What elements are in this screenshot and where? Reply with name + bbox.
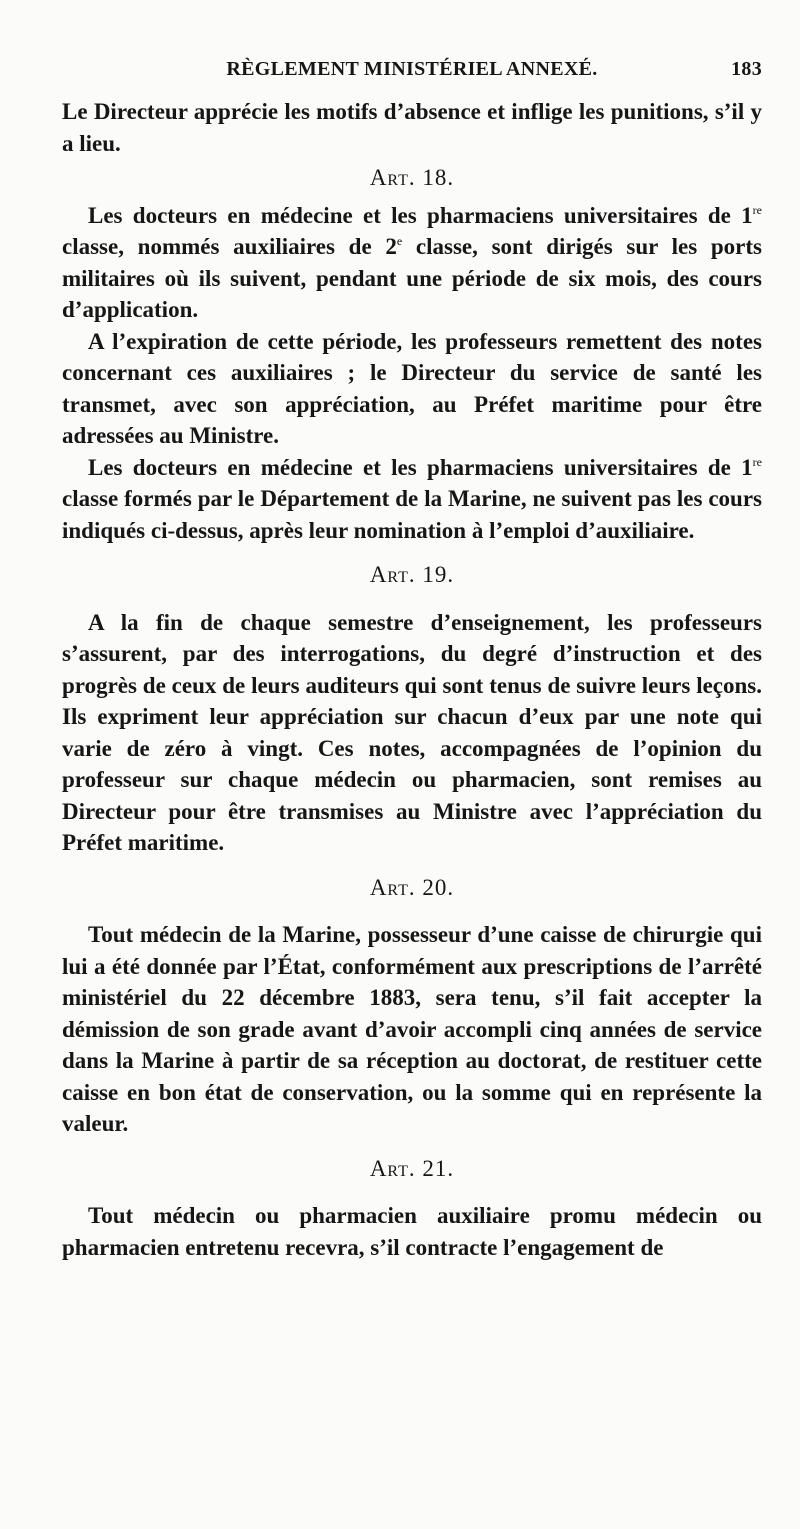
page-number: 183 xyxy=(731,58,762,80)
paragraph: A l’expiration de cette période, les professeurs remettent des notes concernant ces auxiliaires ; le Directeur du service de santé les transmet, avec son appréciation, au Préfet maritime pour être adressées au Ministre. xyxy=(62,328,762,448)
paragraph: A la fin de chaque semestre d’enseignement, les professeurs s’assurent, par des interrogations, du degré d’instruction et des progrès de ceux de leurs auditeurs qui sont tenus de suivre leurs leçons. Ils expriment leur appréciation sur chacun d’eux par une note qui varie de zéro à vingt. Ces notes, accompagnées de l’opinion du professeur sur chaque médecin ou pharmacien, sont remises au Directeur pour être transmises au Ministre avec l’appréciation du Préfet maritime. xyxy=(62,609,762,855)
document-page xyxy=(0,58,800,1529)
article-heading-18: Art. 18. xyxy=(369,165,455,190)
article-heading-20: Art. 20. xyxy=(369,874,455,900)
paragraph-continuation: Le Directeur apprécie les motifs d’absence et inflige les punitions, s’il y a lieu. xyxy=(62,99,762,156)
running-title: RÈGLEMENT MINISTÉRIEL ANNEXÉ. xyxy=(226,58,598,80)
paragraph: Les docteurs en médecine et les pharmaciens universitaires de 1re classe, nommés auxiliaires de 2e classe, sont dirigés sur les ports militaires où ils suivent, pendant une période de six mois, des cours d’application. xyxy=(62,202,762,322)
paragraph: Tout médecin de la Marine, possesseur d’une caisse de chirurgie qui lui a été donnée par l’État, conformément aux prescriptions de l’arrêté ministériel du 22 décembre 1883, sera tenu, s’il fait accepter la démission de son grade avant d’avoir accompli cinq années de service dans la Marine à partir de sa réception au doctorat, de restituer cette caisse en bon état de conservation, ou la somme qui en représente la valeur. xyxy=(62,922,762,1136)
article-heading-19: Art. 19. xyxy=(369,562,455,587)
running-header xyxy=(62,58,762,96)
paragraph: Les docteurs en médecine et les pharmaciens universitaires de 1re classe formés par le Département de la Marine, ne suivent pas les cours indiqués ci-dessus, après leur nomination à l’emploi d’auxiliaire. xyxy=(62,454,762,543)
paragraph: Tout médecin ou pharmacien auxiliaire promu médecin ou pharmacien entretenu recevra, s’il contracte l’engagement de xyxy=(62,1203,762,1260)
body-text xyxy=(62,96,762,1263)
article-heading-21: Art. 21. xyxy=(369,1155,455,1181)
